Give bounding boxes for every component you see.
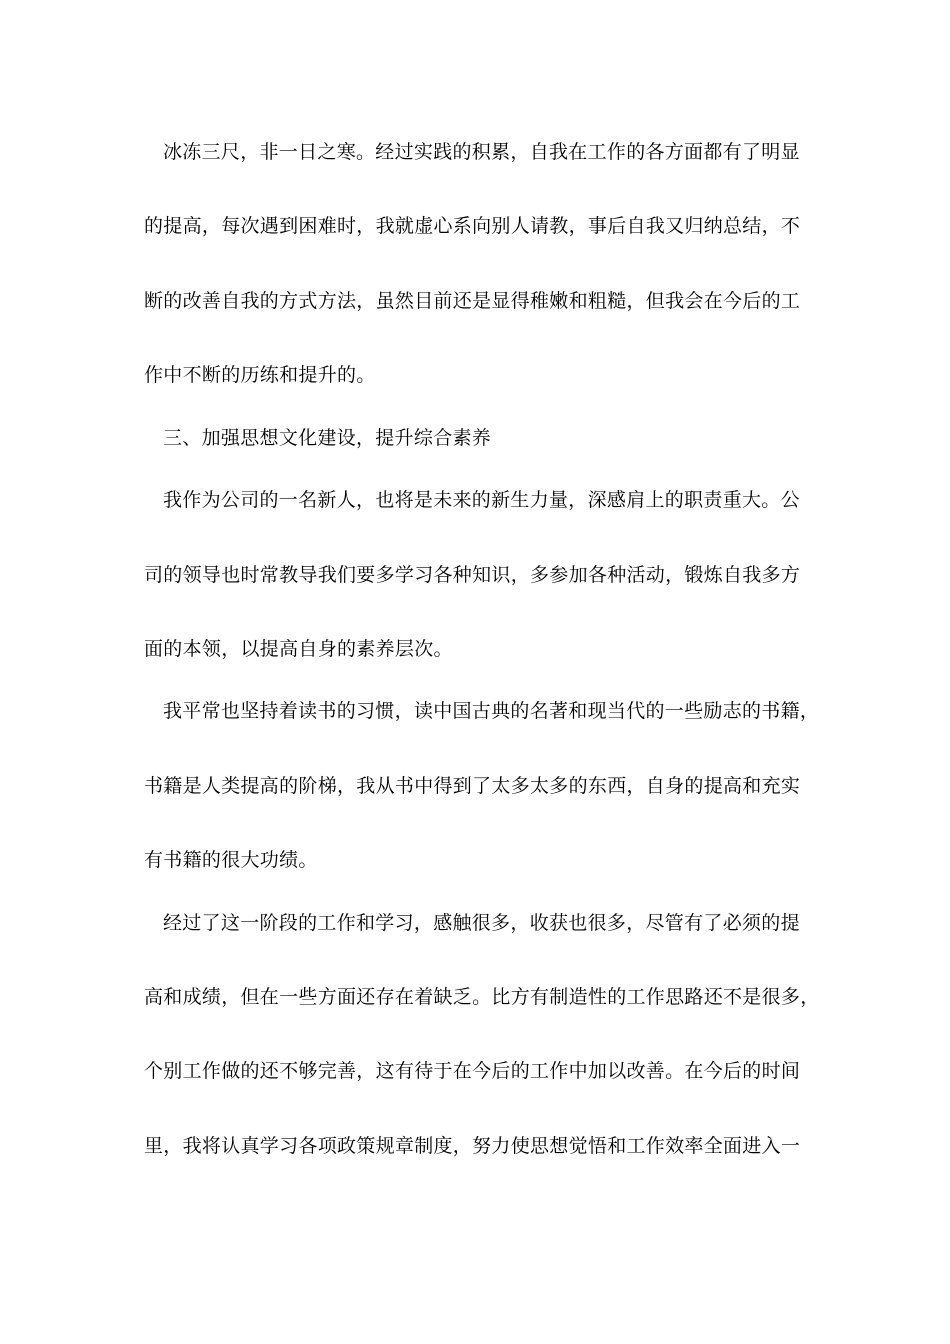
paragraph-line: 面的本领，以提高自身的素养层次。 (144, 638, 453, 660)
paragraph-line: 经过了这一阶段的工作和学习，感触很多，收获也很多，尽管有了必须的提 (163, 912, 800, 934)
paragraph-line: 书籍是人类提高的阶梯，我从书中得到了太多太多的东西，自身的提高和充实 (144, 775, 801, 797)
paragraph-line: 有书籍的很大功绩。 (144, 849, 318, 871)
section-heading: 三、加强思想文化建设，提升综合素养 (163, 427, 492, 449)
paragraph-line: 个别工作做的还不够完善，这有待于在今后的工作中加以改善。在今后的时间 (144, 1060, 801, 1082)
paragraph-line: 的提高，每次遇到困难时，我就虚心系向别人请教，事后自我又归纳总结，不 (144, 215, 801, 237)
paragraph-line: 我平常也坚持着读书的习惯，读中国古典的名著和现当代的一些励志的书籍， (163, 700, 820, 722)
paragraph-line: 我作为公司的一名新人，也将是未来的新生力量，深感肩上的职责重大。公 (163, 489, 800, 511)
paragraph-line: 作中不断的历练和提升的。 (144, 364, 376, 386)
paragraph-line: 断的改善自我的方式方法，虽然目前还是显得稚嫩和粗糙，但我会在今后的工 (144, 290, 801, 312)
paragraph-line: 里，我将认真学习各项政策规章制度，努力使思想觉悟和工作效率全面进入一 (144, 1135, 801, 1157)
paragraph-line: 冰冻三尺，非一日之寒。经过实践的积累，自我在工作的各方面都有了明显 (163, 141, 800, 163)
paragraph-line: 高和成绩，但在一些方面还存在着缺乏。比方有制造性的工作思路还不是很多， (144, 986, 820, 1008)
paragraph-line: 司的领导也时常教导我们要多学习各种知识，多参加各种活动，锻炼自我多方 (144, 564, 801, 586)
